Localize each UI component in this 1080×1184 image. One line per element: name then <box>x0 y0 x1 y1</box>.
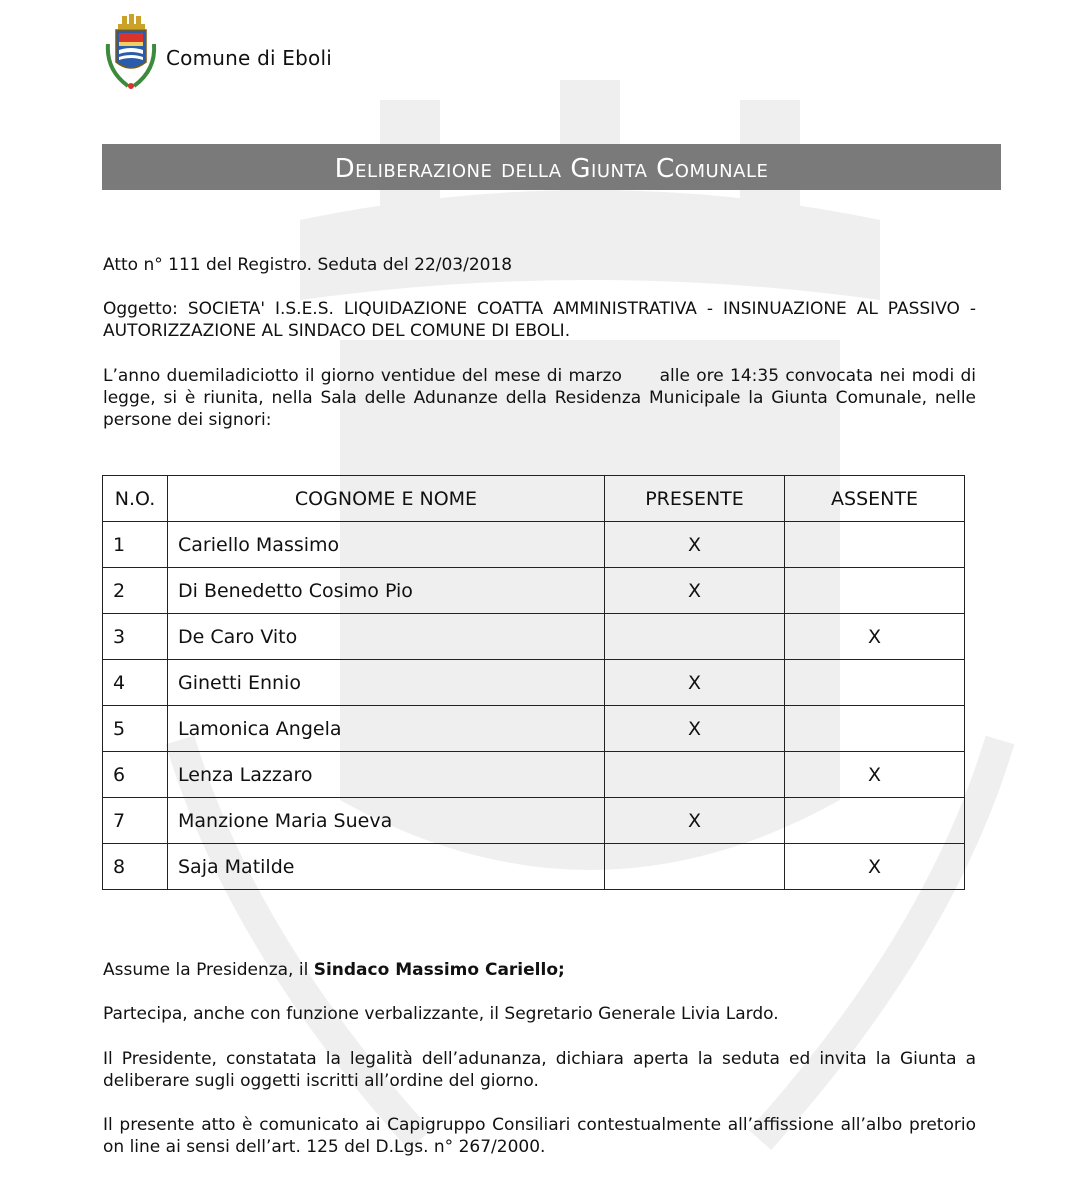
table-row <box>103 798 965 844</box>
table-row <box>103 752 965 798</box>
commune-name: Comune di Eboli <box>166 46 332 70</box>
presidenza-prefix: Assume la Presidenza, il <box>103 960 314 980</box>
row-name: Manzione Maria Sueva <box>168 798 605 844</box>
row-present: X <box>605 798 785 844</box>
row-num: 1 <box>103 522 168 568</box>
anno-paragraph: L’anno duemiladiciotto il giorno ventidue del mese di marzo alle ore 14:35 convocata nei modi di legge, si è riunita, nella Sala delle Adunanze della Residenza Municipale la Giunta Comunale, nelle persone dei signori: <box>103 366 982 430</box>
row-absent: X <box>785 752 965 798</box>
table-row <box>103 568 965 614</box>
row-present <box>605 752 785 798</box>
header-absent: ASSENTE <box>785 476 965 522</box>
oggetto-text: Oggetto: SOCIETA' I.S.E.S. LIQUIDAZIONE COATTA AMMINISTRATIVA - INSINUAZIONE AL PASSIVO - AUTORIZZAZIONE AL SINDACO DEL COMUNE DI EBOLI. <box>103 299 976 341</box>
atto-line: Atto n° 111 del Registro. Seduta del 22/03/2018 <box>103 255 513 275</box>
comunicato-paragraph: Il presente atto è comunicato ai Capigruppo Consiliari contestualmente all’affissione all’albo pretorio on line ai sensi dell’art. 125 del D.Lgs. n° 267/2000. <box>103 1115 976 1157</box>
table-row <box>103 660 965 706</box>
row-name: Di Benedetto Cosimo Pio <box>168 568 605 614</box>
row-absent <box>785 706 965 752</box>
row-num: 3 <box>103 614 168 660</box>
row-absent: X <box>785 614 965 660</box>
presidenza-sindaco: Sindaco Massimo Cariello; <box>313 960 565 980</box>
row-num: 6 <box>103 752 168 798</box>
presidente-paragraph: Il Presidente, constatata la legalità dell’adunanza, dichiara aperta la seduta ed invita la Giunta a deliberare sugli oggetti iscritti all’ordine del giorno. <box>103 1049 976 1091</box>
row-absent: X <box>785 844 965 890</box>
row-name: Cariello Massimo <box>168 522 605 568</box>
row-num: 7 <box>103 798 168 844</box>
table-header-row <box>103 476 965 522</box>
header-num: N.O. <box>103 476 168 522</box>
row-name: De Caro Vito <box>168 614 605 660</box>
table-row <box>103 522 965 568</box>
row-num: 5 <box>103 706 168 752</box>
document-title: Deliberazione della Giunta Comunale <box>102 144 1001 190</box>
table-row <box>103 844 965 890</box>
table-row <box>103 614 965 660</box>
row-absent <box>785 522 965 568</box>
attendance-table <box>102 475 965 890</box>
row-absent <box>785 798 965 844</box>
row-num: 2 <box>103 568 168 614</box>
row-present: X <box>605 660 785 706</box>
row-name: Ginetti Ennio <box>168 660 605 706</box>
crest-icon <box>102 14 160 92</box>
table-row <box>103 706 965 752</box>
presidenza-line <box>103 959 976 981</box>
header <box>102 14 332 92</box>
header-name: COGNOME E NOME <box>168 476 605 522</box>
row-present: X <box>605 568 785 614</box>
row-num: 4 <box>103 660 168 706</box>
row-name: Lamonica Angela <box>168 706 605 752</box>
row-present: X <box>605 706 785 752</box>
row-present: X <box>605 522 785 568</box>
row-num: 8 <box>103 844 168 890</box>
row-absent <box>785 568 965 614</box>
row-name: Lenza Lazzaro <box>168 752 605 798</box>
row-name: Saja Matilde <box>168 844 605 890</box>
row-present <box>605 614 785 660</box>
row-absent <box>785 660 965 706</box>
row-present <box>605 844 785 890</box>
header-present: PRESENTE <box>605 476 785 522</box>
partecipa-line: Partecipa, anche con funzione verbalizzante, il Segretario Generale Livia Lardo. <box>103 1004 779 1024</box>
